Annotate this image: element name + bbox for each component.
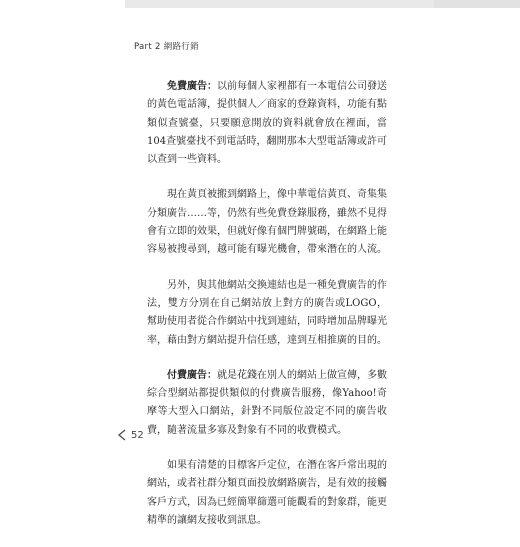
paragraph-text: 另外，與其他網站交換連結也是一種免費廣告的作法，雙方分別在自己網站放上對方的廣告或LOGO，幫助使用者從合作網站中找到連結，同時增加品牌曝光率，藉由對方網站提升信任感，達到互相推廣的目的。 — [147, 279, 387, 346]
body-text — [147, 78, 387, 547]
page-number — [117, 429, 144, 441]
paragraph-text: 如果有清楚的目標客戶定位，在潛在客戶常出現的網站，或者社群分類頁面投放網路廣告，是有效的接觸客戶方式，因為已經簡單篩選可能觀看的對象群，能更精準的讓網友接收到訊息。 — [147, 460, 387, 526]
header-band — [125, 0, 435, 8]
paragraph-text: 以前每個人家裡都有一本電信公司發送的黃色電話簿，提供個人／商家的登錄資料，功能有點類似查號臺，只要願意開放的資料就會放在裡面，當104查號臺找不到電話時，翻開那本大型電話簿或許可以查到一些資料。 — [147, 81, 387, 166]
paragraph-free-ads — [147, 78, 387, 169]
paragraph-text: 就是花錢在別人的網站上做宣傳，多數綜合型網站都提供類似的付費廣告服務，像Yahoo!奇摩等大型入口網站，針對不同版位設定不同的廣告收費，隨著流量多寡及對象有不同的收費模式。 — [147, 369, 387, 436]
running-head: Part 2 網路行銷 — [134, 42, 199, 52]
paragraph-text: 現在黃頁被搬到網路上，像中華電信黃頁、奇集集分類廣告……等，仍然有些免費登錄服務，雖然不見得會有立即的效果，但就好像有個門牌號碼，在網路上能容易被搜尋到，越可能有曝光機會，帶來潛在的人流。 — [147, 189, 387, 256]
header-corner-block — [434, 0, 520, 8]
chevron-left-icon — [117, 429, 127, 441]
paragraph-yellow-pages — [147, 186, 387, 259]
lead-label: 付費廣告： — [167, 369, 217, 381]
paragraph-paid-ads — [147, 367, 387, 440]
paragraph-link-exchange — [147, 277, 387, 350]
paragraph-targeting — [147, 457, 387, 530]
page-number-text: 52 — [131, 429, 144, 441]
lead-label: 免費廣告： — [167, 81, 217, 92]
